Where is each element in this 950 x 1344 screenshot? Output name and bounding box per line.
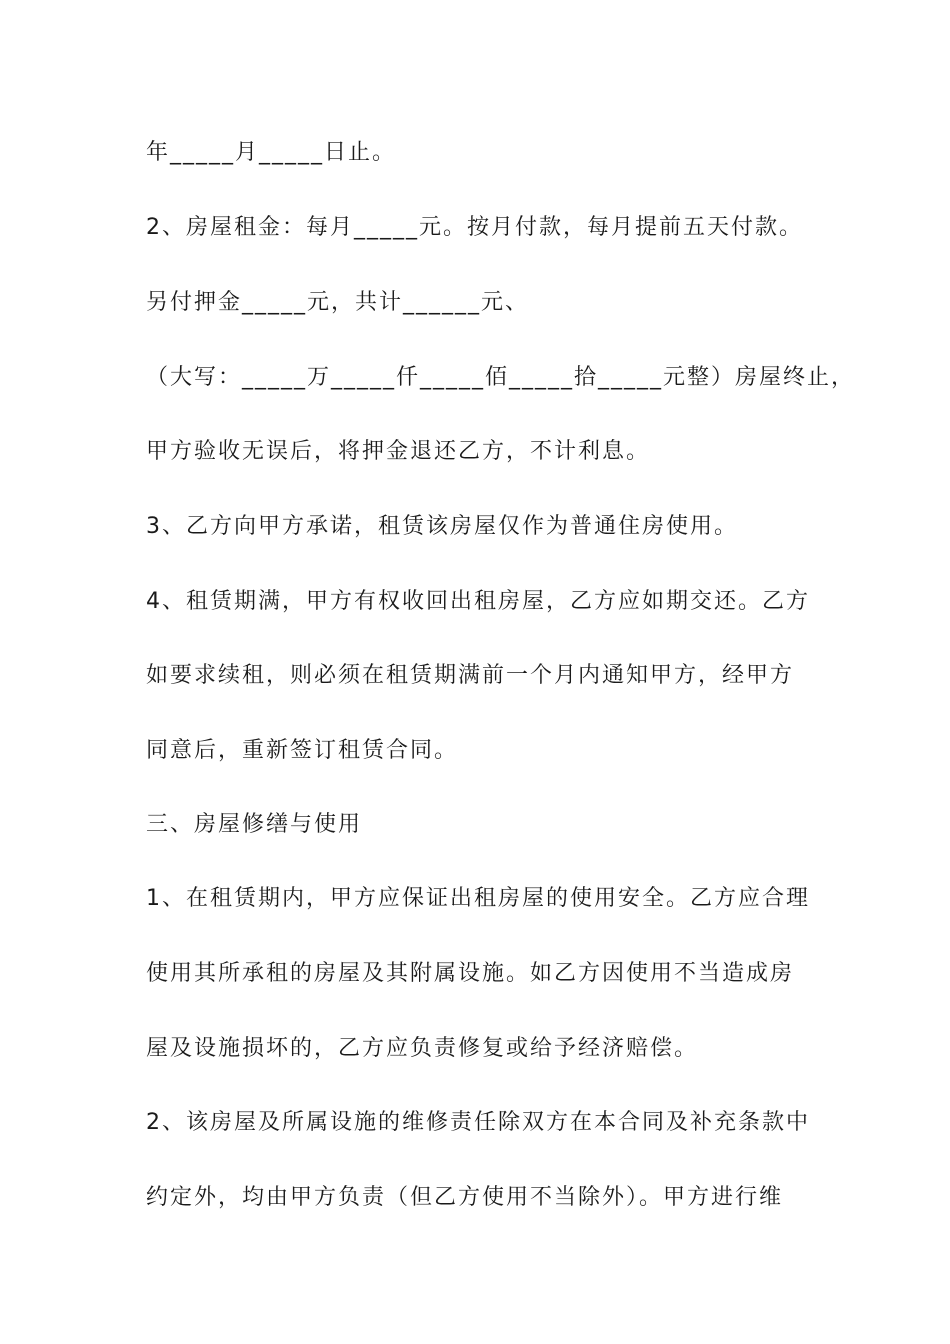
contract-line: 使用其所承租的房屋及其附属设施。如乙方因使用不当造成房 [146,961,795,986]
contract-line: 年_____月_____日止。 [146,140,397,165]
contract-line: 屋及设施损坏的，乙方应负责修复或给予经济赔偿。 [146,1036,699,1061]
contract-line: 甲方验收无误后，将押金退还乙方，不计利息。 [146,439,651,464]
contract-line: 4、租赁期满，甲方有权收回出租房屋，乙方应如期交还。乙方 [146,589,810,614]
contract-line: 3、乙方向甲方承诺，租赁该房屋仅作为普通住房使用。 [146,514,738,539]
section-heading: 三、房屋修缮与使用 [146,812,363,837]
contract-line: 2、房屋租金：每月_____元。按月付款，每月提前五天付款。 [146,215,803,240]
contract-line: （大写：_____万_____仟_____佰_____拾_____元整）房屋终止， [146,365,856,390]
contract-line: 同意后，重新签订租赁合同。 [146,738,459,763]
contract-line: 另付押金_____元，共计______元、 [146,290,530,315]
contract-line: 如要求续租，则必须在租赁期满前一个月内通知甲方，经甲方 [146,663,795,688]
contract-line: 2、该房屋及所属设施的维修责任除双方在本合同及补充条款中 [146,1110,810,1135]
contract-line: 约定外，均由甲方负责（但乙方使用不当除外）。甲方进行维 [146,1185,784,1210]
contract-line: 1、在租赁期内，甲方应保证出租房屋的使用安全。乙方应合理 [146,886,810,911]
